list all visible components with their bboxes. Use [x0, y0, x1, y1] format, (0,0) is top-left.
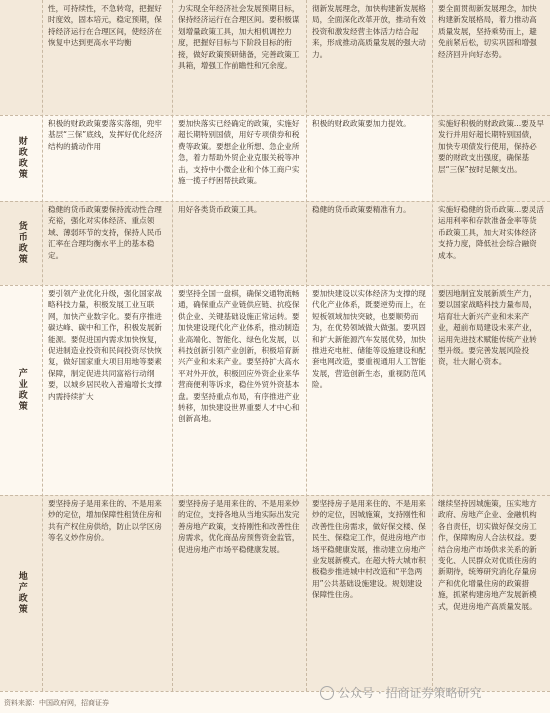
table-cell: 要因地制宜发展新质生产力，要以国家战略科技力量布局，培育壮大新兴产业和未来产业，超前布局建设未来产业，运用先进技术赋能传统产业转型升级。要完善发展风险投资，壮大耐心资本。: [432, 285, 550, 495]
wechat-icon: [320, 686, 334, 700]
table-row: [0, 201, 550, 285]
table-row: [0, 0, 550, 115]
table-cell: 性，可持续性，不急转弯，把握好时度效，固本培元，稳定预期，保持经济运行在合理区间，使经济在恢复中达到更高水平均衡: [42, 0, 172, 115]
table-cell: 积极的财政政策要落实落细，兜牢基层“三保”底线，发挥好优化经济结构的撬动作用: [42, 115, 172, 201]
row-divider: [0, 285, 550, 286]
table-row: [0, 115, 550, 201]
row-category: 产业政策: [0, 285, 42, 495]
table-cell: 要坚持房子是用来住的、不是用来炒的定位，支持各地从当地实际出发完善房地产政策，支持刚性和改善性住房需求，优化商品房预售资金监管，促进房地产市场平稳健康发展。: [172, 495, 306, 691]
table-cell: 彻新发展理念，加快构建新发展格局，全面深化改革开放，推动有效投资和激发经营主体活力结合起来，形成推动高质量发展的强大动力。: [306, 0, 432, 115]
table-cell: 要坚持全国一盘棋，确保交通物流畅通，确保重点产业链供应链、抗疫保供企业、关键基础设施正常运转。要加快建设现代化产业体系，推动制造业高端化、智能化、绿色化发展，以科技创新引领产业创新，积极培育新兴产业和未来产业。要坚持扩大高水平对外开放，积极回应外资企业来华营商便利等诉求，稳住外贸外资基本盘。要坚持重点布局，有序推进产业转移，加快建设世界重要人才中心和创新高地。: [172, 285, 306, 495]
row-divider: [0, 201, 550, 202]
table-cell: 稳健的货币政策要精准有力。: [306, 201, 432, 285]
column-divider: [432, 0, 433, 691]
table-cell: 用好各类货币政策工具。: [172, 201, 306, 285]
table-cell: 要加快建设以实体经济为支撑的现代化产业体系，既要逆势而上，在短板领域加快突破，也要顺势而为，在优势领域做大做强。要巩固和扩大新能源汽车发展优势，加快推进充电桩、储能等设施建设和配套电网改造，要重视通用人工智能发展，营造创新生态，重视防范风险。: [306, 285, 432, 495]
row-category: 货币政策: [0, 201, 42, 285]
watermark: [320, 684, 481, 701]
table-cell: 继续坚持因城施策，压实地方政府、房地产企业、金融机构各自责任，切实做好保交房工作，保障购房人合法权益。要结合房地产市场供求关系的新变化、人民群众对优质住房的新期待，统筹研究消化存量房产和优化增量住房的政策措施，抓紧构建房地产发展新模式，促进房地产高质量发展。: [432, 495, 550, 691]
row-divider: [0, 495, 550, 496]
table-cell: 要坚持房子是用来住的、不是用来炒的定位，因城施策，支持刚性和改善性住房需求，做好保交楼、保民生、保稳定工作，促进房地产市场平稳健康发展，推动建立房地产业发展新模式。在超大特大城市积极稳步推进城中村改造和“平急两用”公共基础设施建设。规划建设保障性住房。: [306, 495, 432, 691]
column-divider: [172, 0, 173, 691]
table-row: [0, 285, 550, 495]
row-category: 财政政策: [0, 115, 42, 201]
table-cell: 力实现全年经济社会发展预期目标，保持经济运行在合理区间。要积极谋划增量政策工具，加大相机调控力度，把握好目标与下阶段目标的衔接，做好政策预研储备，完善政策工具箱，增强工作前瞻性和冗余度。: [172, 0, 306, 115]
source-note: 资料来源：中国政府网，招商证券: [4, 699, 109, 707]
table-cell: 稳健的货币政策要保持流动性合理充裕，强化对实体经济、重点领域、薄弱环节的支持，保持人民币汇率在合理均衡水平上的基本稳定。: [42, 201, 172, 285]
table-cell: 实施好稳健的货币政策...要灵活运用利率和存款准备金率等货币政策工具，加大对实体经济支持力度，降低社会综合融资成本。: [432, 201, 550, 285]
table-row: [0, 495, 550, 691]
table-cell: 积极的财政政策要加力提效。: [306, 115, 432, 201]
table-cell: 实施好积极的财政政策...要及早发行并用好超长期特别国债，加快专项债发行使用，保持必要的财政支出强度，确保基层“三保”按时足额支出。: [432, 115, 550, 201]
row-category: [0, 0, 42, 115]
table-cell: 要引领产业优化升级，强化国家战略科技力量，积极发展工业互联网，加快产业数字化。要有序推进碳达峰、碳中和工作，积极发展新能源。要促进国内需求加快恢复，促进制造业投资和民间投资尽快恢复，做好国家重大项目用地等要素保障，制定促进共同富裕行动纲要，以城乡居民收入普遍增长支撑内需持续扩大: [42, 285, 172, 495]
row-divider: [0, 115, 550, 116]
table-cell: 要加快落实已经确定的政策，实施好超长期特别国债，用好专项债券和税费等政策。要想企业所想、急企业所急，着力帮助外贸企业克服关税等冲击，支持中小微企业和个体工商户实施一揽子纾困帮扶政策。: [172, 115, 306, 201]
watermark-text: 公众号 · 招商证券策略研究: [338, 686, 482, 700]
column-divider: [42, 0, 43, 691]
table-cell: 要全面贯彻新发展理念，加快构建新发展格局，着力推动高质量发展，坚持乘势而上，避免前紧后松，切实巩固和增强经济回升向好态势。: [432, 0, 550, 115]
column-divider: [306, 0, 307, 691]
row-category: 地产政策: [0, 495, 42, 691]
table-cell: 要坚持房子是用来住的、不是用来炒的定位，增加保障性租赁住房和共有产权住房供给，防止以学区房等名义炒作房价。: [42, 495, 172, 691]
